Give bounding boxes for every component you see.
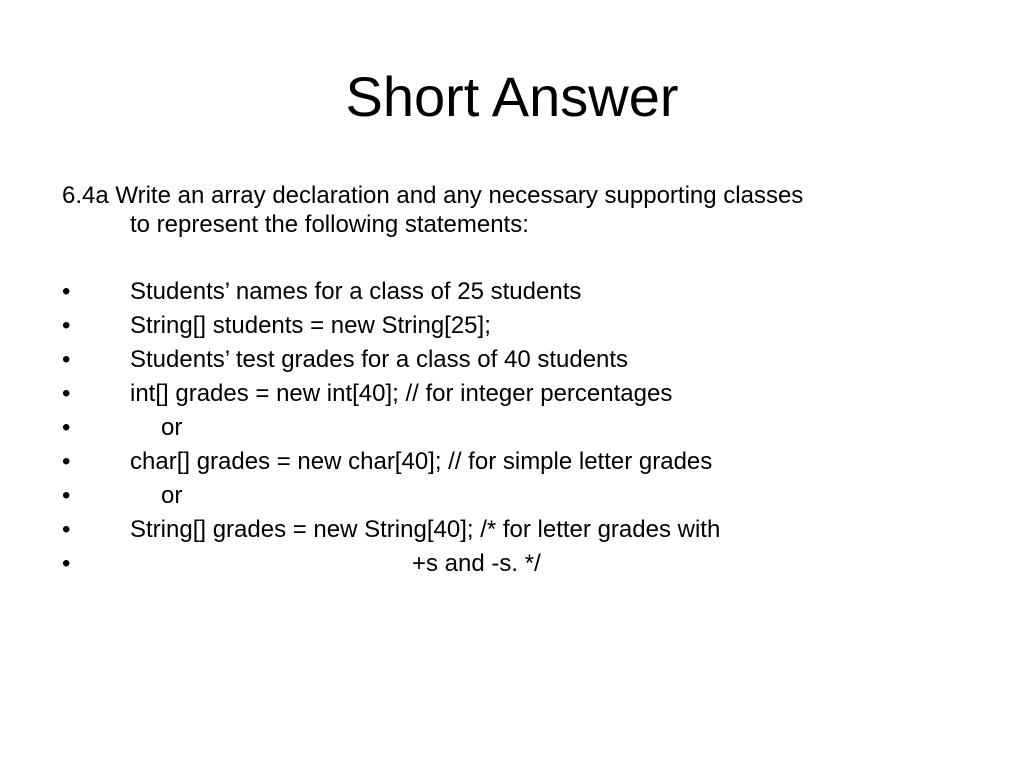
bullet-text: String[] grades = new String[40]; /* for letter grades with bbox=[130, 516, 721, 543]
bullet-icon: • bbox=[62, 516, 71, 543]
bullet-item bbox=[62, 513, 962, 547]
bullet-item bbox=[62, 377, 962, 411]
bullet-text: or bbox=[161, 482, 183, 509]
slide-title: Short Answer bbox=[345, 65, 679, 128]
question-text bbox=[62, 181, 962, 239]
bullet-icon: • bbox=[62, 278, 71, 305]
bullet-item bbox=[62, 547, 962, 581]
question-line-2: to represent the following statements: bbox=[130, 211, 529, 238]
bullet-item bbox=[62, 445, 962, 479]
bullet-icon: • bbox=[62, 482, 71, 509]
bullet-icon: • bbox=[62, 346, 71, 373]
bullet-icon: • bbox=[62, 380, 71, 407]
bullet-icon: • bbox=[62, 448, 71, 475]
bullet-text: String[] students = new String[25]; bbox=[130, 312, 491, 339]
bullet-text: Students’ names for a class of 25 students bbox=[130, 278, 582, 305]
bullet-text: int[] grades = new int[40]; // for integer percentages bbox=[130, 380, 673, 407]
bullet-text: or bbox=[161, 414, 183, 441]
bullet-text: char[] grades = new char[40]; // for simple letter grades bbox=[130, 448, 713, 475]
bullet-text: Students’ test grades for a class of 40 students bbox=[130, 346, 629, 373]
question-line-1: 6.4a Write an array declaration and any necessary supporting classes bbox=[62, 182, 804, 209]
bullet-item bbox=[62, 343, 962, 377]
bullet-item bbox=[62, 309, 962, 343]
bullet-item bbox=[62, 275, 962, 309]
bullet-list bbox=[62, 275, 962, 581]
bullet-icon: • bbox=[62, 414, 71, 441]
bullet-item bbox=[62, 479, 962, 513]
bullet-icon: • bbox=[62, 550, 71, 577]
bullet-text: +s and -s. */ bbox=[412, 550, 541, 577]
bullet-item bbox=[62, 411, 962, 445]
bullet-icon: • bbox=[62, 312, 71, 339]
